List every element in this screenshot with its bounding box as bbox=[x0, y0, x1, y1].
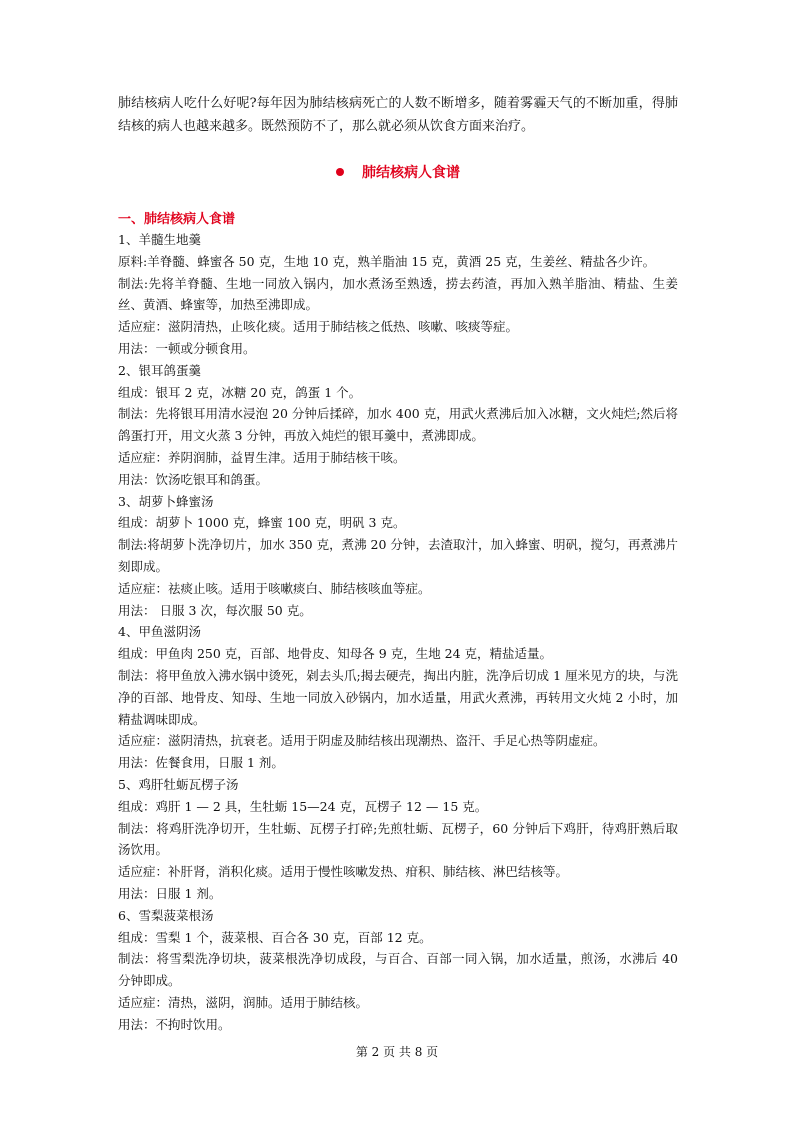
recipe-block bbox=[118, 905, 678, 1036]
recipe-title: 1、羊髓生地羹 bbox=[118, 232, 201, 247]
page-content bbox=[118, 92, 678, 1035]
recipe-line: 用法： 日服 3 次，每次服 50 克。 bbox=[118, 602, 312, 618]
recipe-line: 组成：银耳 2 克，冰糖 20 克，鸽蛋 1 个。 bbox=[118, 384, 362, 400]
recipe-line: 制法：将甲鱼放入沸水锅中烫死，剁去头爪;揭去硬壳，掏出内脏，洗净后切成 1 厘米见方的块，与洗净的百部、地骨皮、知母、生地一同放入砂锅内，加水适量，用武火煮沸，再转用文火炖 2 小时，加精盐调味即成。 bbox=[118, 667, 678, 727]
recipe-title: 6、雪梨菠菜根汤 bbox=[118, 907, 214, 923]
recipe-title: 5、鸡肝牡蛎瓦楞子汤 bbox=[118, 776, 239, 792]
recipe-line: 适应症：滋阴清热，抗衰老。适用于阴虚及肺结核出现潮热、盗汗、手足心热等阴虚症。 bbox=[118, 733, 606, 749]
recipe-title: 3、胡萝卜蜂蜜汤 bbox=[118, 493, 214, 509]
recipe-line: 用法：不拘时饮用。 bbox=[118, 1016, 231, 1032]
recipe-line: 适应症：滋阴清热，止咳化痰。适用于肺结核之低热、咳嗽、咳痰等症。 bbox=[118, 319, 519, 335]
recipe-line: 制法：将雪梨洗净切块，菠菜根洗净切成段，与百合、百部一同入锅，加水适量，煎汤，水沸后 40 分钟即成。 bbox=[118, 951, 678, 989]
recipe-list bbox=[118, 229, 678, 1035]
recipe-title: 2、银耳鸽蛋羹 bbox=[118, 362, 201, 378]
recipe-line: 适应症：补肝肾，消积化痰。适用于慢性咳嗽发热、疳积、肺结核、淋巴结核等。 bbox=[118, 864, 569, 880]
page-footer: 第 2 页 共 8 页 bbox=[355, 1045, 439, 1059]
recipe-line: 用法：日服 1 剂。 bbox=[118, 885, 222, 901]
intro-paragraph: 肺结核病人吃什么好呢?每年因为肺结核病死亡的人数不断增多，随着雾霾天气的不断加重，得肺结核的病人也越来越多。既然预防不了，那么就必须从饮食方面来治疗。 bbox=[118, 96, 678, 134]
recipe-line: 适应症：养阴润肺，益胃生津。适用于肺结核干咳。 bbox=[118, 449, 406, 465]
recipe-line: 适应症：清热，滋阴，润肺。适用于肺结核。 bbox=[118, 994, 369, 1010]
recipe-block bbox=[118, 360, 678, 491]
section-heading bbox=[118, 161, 678, 185]
recipe-line: 适应症：祛痰止咳。适用于咳嗽痰白、肺结核咳血等症。 bbox=[118, 580, 431, 596]
subsection-title: 一、肺结核病人食谱 bbox=[118, 212, 236, 227]
recipe-block bbox=[118, 774, 678, 905]
recipe-line: 组成：甲鱼肉 250 克，百部、地骨皮、知母各 9 克，生地 24 克，精盐适量。 bbox=[118, 646, 553, 662]
recipe-line: 制法:先将羊脊髓、生地一同放入锅内，加水煮汤至熟透，捞去药渣，再加入熟羊脂油、精盐、生姜丝、黄酒、蜂蜜等，加热至沸即成。 bbox=[118, 275, 678, 313]
recipe-line: 用法：一顿或分顿食用。 bbox=[118, 340, 256, 356]
recipe-line: 组成：鸡肝 1 — 2 具，生牡蛎 15—24 克，瓦楞子 12 — 15 克。 bbox=[118, 798, 488, 814]
recipe-line: 原料:羊脊髓、蜂蜜各 50 克，生地 10 克，熟羊脂油 15 克，黄酒 25 克，生姜丝、精盐各少许。 bbox=[118, 253, 656, 269]
recipe-line: 用法：佐餐食用，日服 1 剂。 bbox=[118, 755, 284, 771]
recipe-line: 制法：先将银耳用清水浸泡 20 分钟后揉碎，加水 400 克，用武火煮沸后加入冰糖，文火炖烂;然后将鸽蛋打开，用文火蒸 3 分钟，再放入炖烂的银耳羹中，煮沸即成。 bbox=[118, 406, 678, 444]
recipe-block bbox=[118, 491, 678, 622]
bullet-icon bbox=[336, 168, 344, 176]
recipe-line: 制法：将鸡肝洗净切开，生牡蛎、瓦楞子打碎;先煎牡蛎、瓦楞子，60 分钟后下鸡肝，待鸡肝熟后取汤饮用。 bbox=[118, 820, 678, 858]
heading-text: 肺结核病人食谱 bbox=[362, 165, 460, 181]
recipe-block bbox=[118, 621, 678, 774]
recipe-line: 组成：胡萝卜 1000 克，蜂蜜 100 克，明矾 3 克。 bbox=[118, 515, 406, 531]
recipe-block bbox=[118, 229, 678, 360]
recipe-line: 组成：雪梨 1 个，菠菜根、百合各 30 克，百部 12 克。 bbox=[118, 929, 432, 945]
recipe-line: 用法：饮汤吃银耳和鸽蛋。 bbox=[118, 471, 269, 487]
recipe-line: 制法:将胡萝卜洗净切片，加水 350 克，煮沸 20 分钟，去渣取汁，加入蜂蜜、明矾，搅匀，再煮沸片刻即成。 bbox=[118, 537, 678, 574]
recipe-title: 4、甲鱼滋阴汤 bbox=[118, 624, 201, 640]
